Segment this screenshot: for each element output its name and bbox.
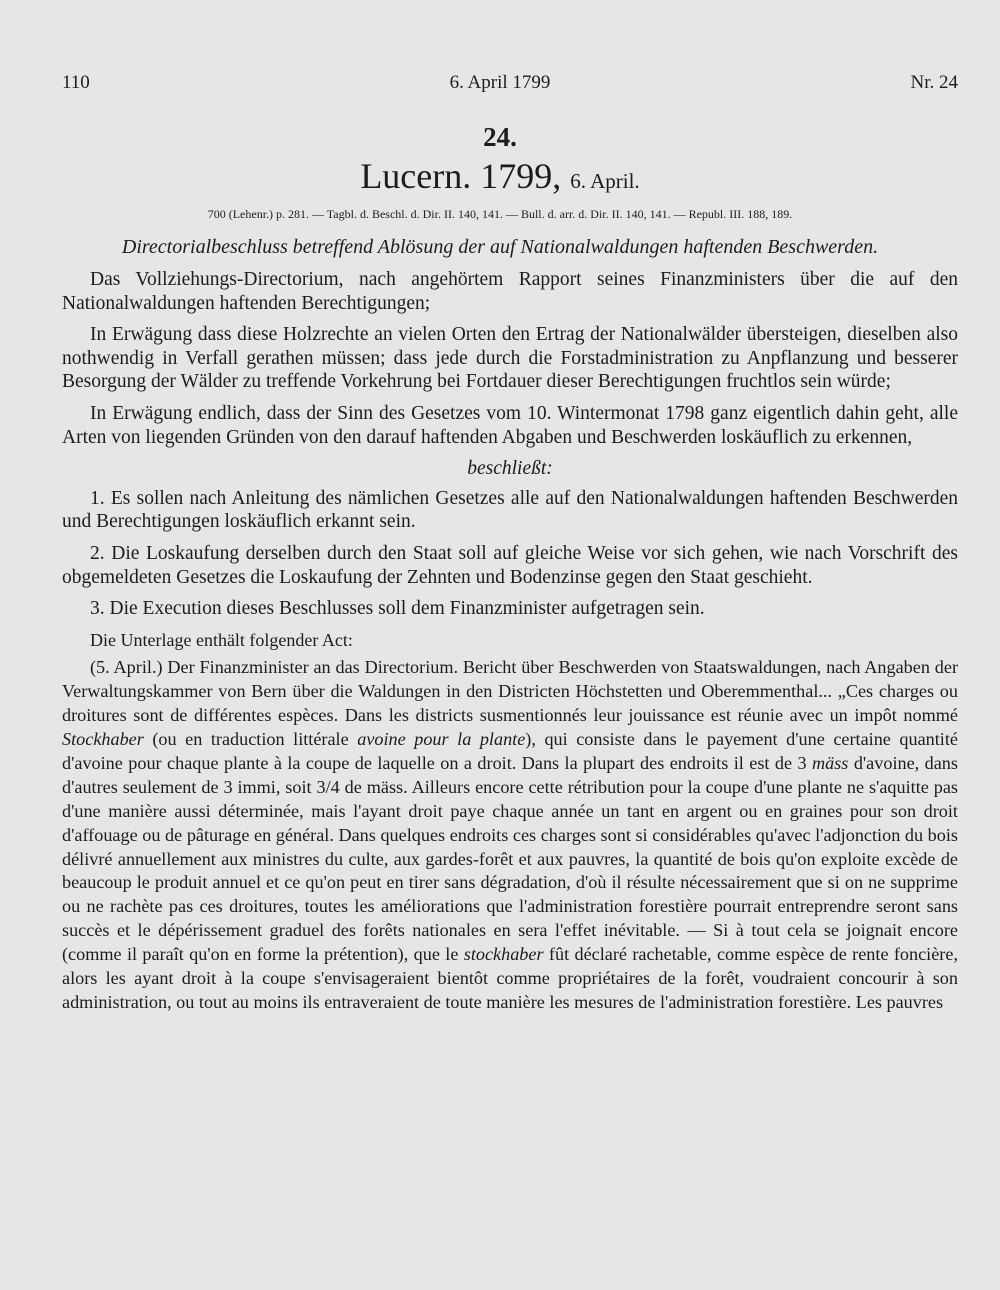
place-day: 6. April.: [570, 169, 640, 193]
document-title: Directorialbeschluss betreffend Ablösung der auf Nationalwaldungen haftenden Beschwerden.: [121, 236, 879, 258]
act-text: (5. April.) Der Finanzminister an das Directorium. Bericht über Beschwerden von Staatswaldungen, nach Angaben der Verwaltungskammer von Bern über die Waldungen in den Districten Höchstetten und Oberemmenthal... „Ces charges ou droitures sont de différentes espèces. Dans les districts susmentionnés leur jouissance est réunie avec un impôt nommé: [62, 657, 958, 726]
act-text: (ou en traduction littérale: [143, 729, 358, 750]
act-term: stockhaber: [463, 944, 544, 965]
place-year: Lucern. 1799,: [360, 156, 562, 196]
attached-act: [62, 656, 958, 1015]
attachment-note: Die Unterlage enthält folgender Act:: [90, 629, 353, 650]
article-1: 1. Es sollen nach Anleitung des nämlichen Gesetzes alle auf den Nationalwaldungen haftenden Beschwerden und Berechtigungen loskäuflich erkannt sein.: [62, 487, 958, 533]
preamble-paragraph: Das Vollziehungs-Directorium, nach angehörtem Rapport seines Finanzministers über die auf den Nationalwaldungen haftenden Berechtigungen;: [62, 269, 958, 314]
act-text: d'avoine, dans d'autres seulement de 3 immi, soit: [62, 752, 958, 797]
consideration-paragraph: In Erwägung dass diese Holzrechte an vielen Orten den Ertrag der Nationalwälder übersteigen, dieselben also nothwendig in Verfall gerathen müssen; dass jede durch die Forstadministration zu Anpflanzung und besserer Besorgung der Wälder zu treffende Vorkehrung bei Fortdauer dieser Berechtigungen fruchtlos sein würde;: [62, 324, 958, 393]
act-fraction: 3/4: [316, 776, 340, 797]
page-number: 110: [62, 72, 90, 93]
article-2: 2. Die Loskaufung derselben durch den Staat soll auf gleiche Weise vor sich gehen, wie nach Vorschrift des obgemeldeten Gesetzes die Loskaufung der Zehnten und Bodenzinse gegen den Staat geschieht.: [62, 542, 958, 588]
article-3: 3. Die Execution dieses Beschlusses soll dem Finanzminister aufgetragen sein.: [90, 598, 705, 620]
document-body: [62, 268, 958, 1015]
running-date: 6. April 1799: [449, 72, 551, 93]
act-text: fût déclaré rachetable, comme espèce de rente foncière, alors les ayant droit à la coupe s'envisageraient bientôt comme propriétaires de la forêt, voudraient concourir à son administration, ou tout au moins ils entraveraient de toute manière les mesures de l'administration forestière. Les pauvres: [62, 944, 958, 1012]
source-references: 700 (Lehenr.) p. 281. — Tagbl. d. Beschl. d. Dir. II. 140, 141. — Bull. d. arr. d. Dir. II. 140, 141. — Republ. III. 188, 189.: [207, 207, 793, 221]
act-term: avoine pour la plante: [357, 729, 526, 750]
consideration-paragraph-2: In Erwägung endlich, dass der Sinn des Gesetzes vom 10. Wintermonat 1798 ganz eigentlich dahin geht, alle Arten von liegenden Gründen von den darauf haftenden Abgaben und Beschwerden loskäuflich zu erkennen,: [62, 402, 958, 448]
resolution-heading: beschließt:: [467, 458, 553, 480]
act-term: Stockhaber: [62, 729, 144, 750]
document-number-header: Nr. 24: [910, 72, 958, 93]
act-paragraph: [62, 656, 958, 1015]
document-number: 24.: [483, 122, 517, 152]
act-text: ), qui consiste dans le payement d'une certaine quantité d'avoine pour chaque plante à la coupe de laquelle on a droit. Dans la plupart des endroits il est de 3: [62, 729, 958, 773]
act-text: de mäss. Ailleurs encore cette rétribution pour la coupe d'une plante ne s'aquitte pas d'une manière aussi déterminée, mais l'ayant droit paye chaque année un tant en argent ou en graines pour son droit d'affouage ou de pâturage en général. Dans quelques endroits ces charges sont si considérables qu'avec l'adjonction du bois délivré annuellement aux ministres du culte, aux gardes-forêt et aux pauvres, la quantité de bois qu'on exploite excède de beaucoup le produit annuel et ce qu'on peut en tirer sans dégradation, d'où il résulte nécessairement que si on ne supprime ou ne rachète pas ces droitures, toutes les améliorations que l'administration forestière pourrait entreprendre seront sans succès et le dépérissement graduel des forêts nationales en sera l'effet inévitable. — Si à tout cela se joignait encore (comme il paraît qu'on en forme la prétention), que le: [62, 776, 958, 965]
place-date-heading: [0, 155, 1000, 197]
act-term: mäss: [812, 752, 849, 773]
